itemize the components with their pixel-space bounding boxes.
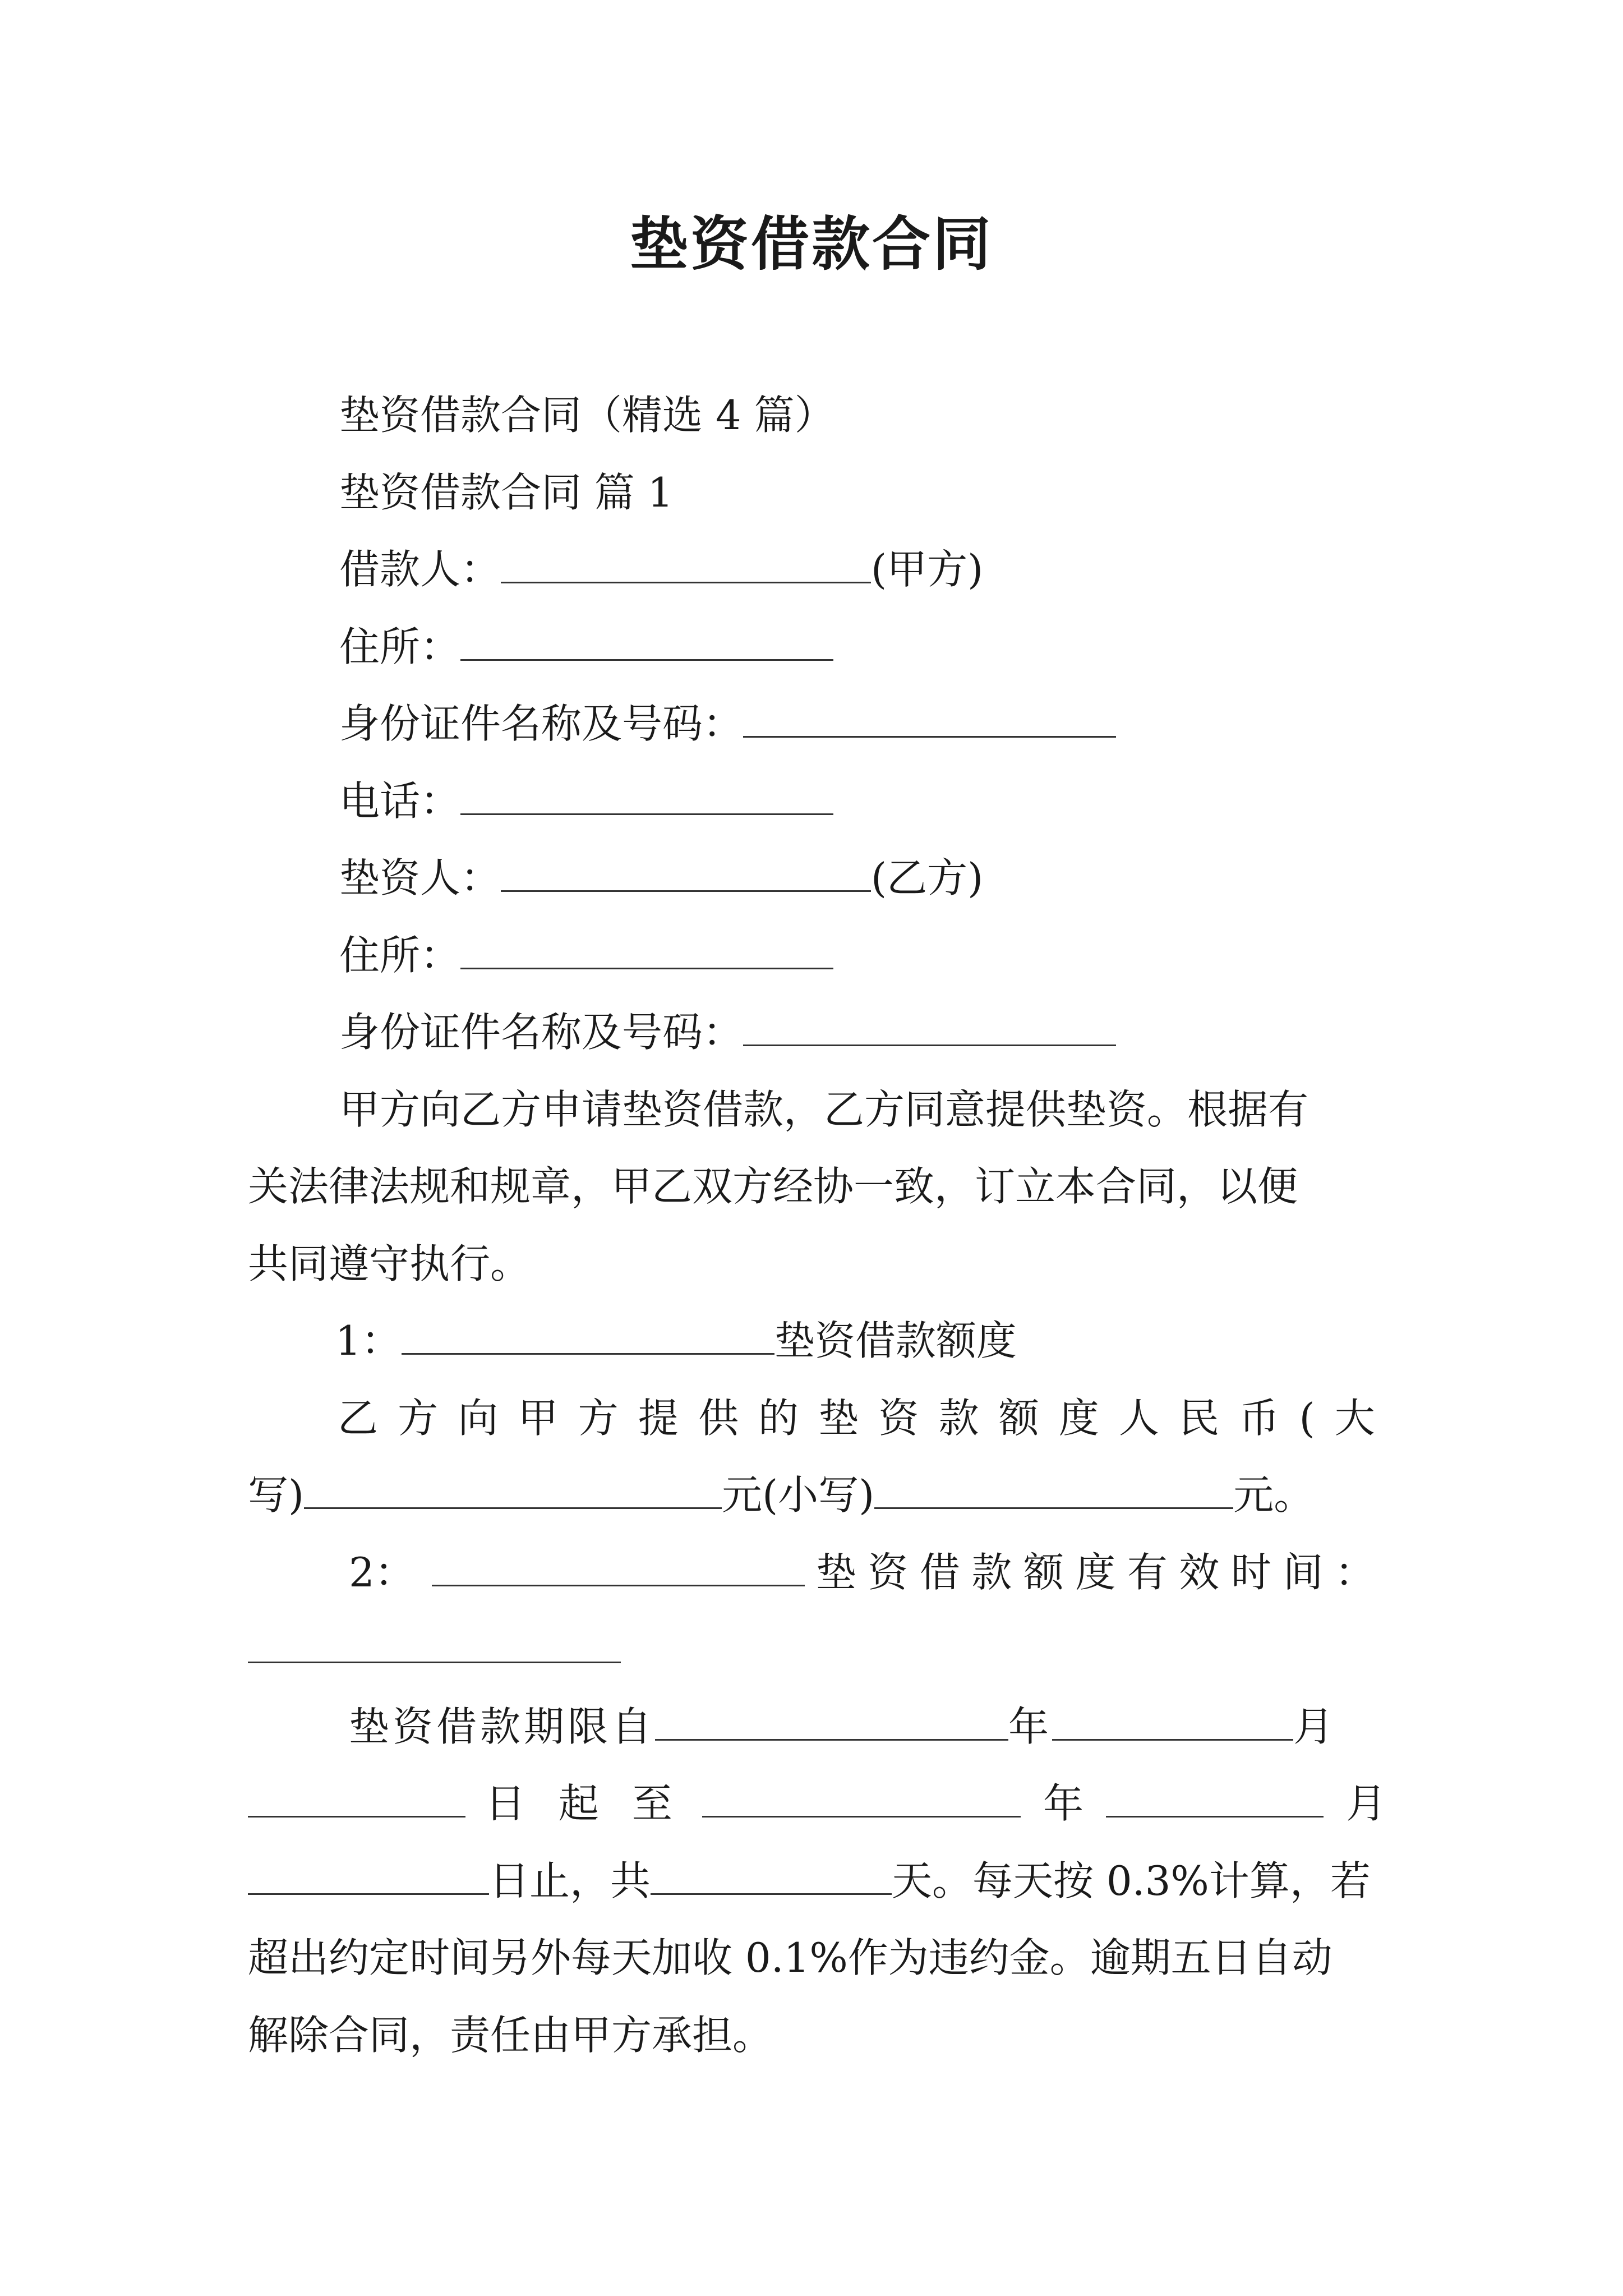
subtitle: 垫资借款合同（精选 4 篇）	[339, 392, 835, 439]
end-month-blank[interactable]	[1106, 1782, 1324, 1818]
intro-line-1: 甲方向乙方申请垫资借款，乙方同意提供垫资。根据有	[339, 1086, 1309, 1133]
section-heading: 垫资借款合同 篇 1	[339, 469, 674, 516]
term-from-to: 日 起 至	[485, 1780, 683, 1827]
term-line-4: 超出约定时间另外每天加收 0.1%作为违约金。逾期五日自动	[248, 1934, 1332, 1981]
phone-line	[339, 773, 833, 829]
advancer-suffix: (乙方)	[871, 854, 984, 901]
char: 度	[1075, 1549, 1116, 1596]
char: 大	[1334, 1395, 1375, 1442]
term-line-1	[349, 1699, 1337, 1755]
address-blank-1[interactable]	[460, 625, 833, 661]
end-day-blank[interactable]	[248, 1860, 489, 1895]
end-year-blank[interactable]	[702, 1782, 1021, 1818]
clause1-heading: 垫资借款额度	[774, 1317, 1017, 1364]
borrower-label: 借款人：	[339, 546, 501, 593]
char: 供	[698, 1395, 739, 1442]
char: 款	[971, 1549, 1012, 1596]
document-title: 垫资借款合同	[629, 209, 993, 278]
clause2-number: 2：	[349, 1549, 415, 1596]
term-line-3	[248, 1853, 1371, 1909]
clause1-xiaoxie-label: 元(小写)	[722, 1471, 875, 1519]
char: 资	[878, 1395, 919, 1442]
start-year-blank[interactable]	[655, 1705, 1008, 1741]
phone-blank[interactable]	[460, 780, 833, 815]
char: 借	[919, 1549, 960, 1596]
char: 效	[1179, 1549, 1220, 1596]
char: 额	[998, 1395, 1039, 1442]
clause1-yuan: 元。	[1233, 1471, 1315, 1519]
char: 资	[868, 1549, 909, 1596]
address-blank-2[interactable]	[460, 934, 833, 969]
term-end-label: 日止，共	[489, 1857, 651, 1904]
char: 时	[1230, 1549, 1271, 1596]
term-rate-text: 天。每天按 0.3%计算，若	[892, 1857, 1371, 1904]
clause1-body-line-1	[248, 1390, 1375, 1446]
address-line-2	[339, 927, 833, 983]
address-label-2: 住所：	[339, 932, 461, 979]
char: 向	[458, 1395, 499, 1442]
char: 度	[1058, 1395, 1099, 1442]
clause1-number: 1：	[335, 1317, 402, 1364]
char: 乙	[338, 1395, 379, 1442]
char: 提	[638, 1395, 679, 1442]
start-day-blank[interactable]	[248, 1782, 465, 1818]
term-start-label: 垫资借款期限自	[349, 1703, 656, 1750]
char: 方	[578, 1395, 619, 1442]
validity-blank[interactable]	[248, 1628, 621, 1663]
clause1-daxie-tail: 写)	[248, 1471, 305, 1519]
address-line-1	[339, 619, 833, 675]
clause1-body-line-2	[248, 1467, 1314, 1523]
char: 的	[758, 1395, 799, 1442]
char: 垫	[815, 1549, 856, 1596]
char: 有	[1127, 1549, 1168, 1596]
clause2-heading	[816, 1544, 1375, 1600]
intro-line-3: 共同遵守执行。	[248, 1240, 531, 1287]
char: 额	[1023, 1549, 1064, 1596]
borrower-blank[interactable]	[501, 548, 871, 583]
char: 垫	[818, 1395, 859, 1442]
char: 人	[1119, 1395, 1160, 1442]
month-label-2: 月	[1345, 1780, 1386, 1827]
char: 间	[1283, 1549, 1324, 1596]
id-label-1: 身份证件名称及号码：	[339, 700, 744, 747]
term-line-2	[248, 1775, 1386, 1832]
char: 民	[1179, 1395, 1220, 1442]
year-label-1: 年	[1008, 1703, 1053, 1750]
borrower-line	[339, 541, 983, 597]
amount-digits-blank[interactable]	[874, 1474, 1233, 1509]
address-label-1: 住所：	[339, 623, 461, 670]
char: ：	[1334, 1549, 1375, 1596]
clause2-blank[interactable]	[432, 1551, 805, 1586]
id-line-2	[339, 1004, 1116, 1060]
advancer-line	[339, 850, 983, 906]
clause2-heading-line	[349, 1544, 1375, 1600]
char: (	[1299, 1395, 1315, 1442]
start-month-blank[interactable]	[1052, 1705, 1293, 1741]
phone-label: 电话：	[339, 777, 461, 825]
char: 方	[398, 1395, 439, 1442]
id-blank-2[interactable]	[743, 1011, 1116, 1046]
char: 币	[1239, 1395, 1280, 1442]
advancer-blank[interactable]	[501, 857, 871, 892]
clause1-heading-line	[335, 1313, 1017, 1369]
month-label-1: 月	[1293, 1703, 1338, 1750]
term-line-5: 解除合同，责任由甲方承担。	[248, 2012, 773, 2059]
intro-line-2: 关法律法规和规章，甲乙双方经协一致，订立本合同，以便	[248, 1163, 1298, 1210]
year-label-2: 年	[1043, 1780, 1084, 1827]
days-blank[interactable]	[651, 1860, 892, 1895]
borrower-suffix: (甲方)	[871, 546, 984, 593]
id-blank-1[interactable]	[743, 702, 1116, 738]
char: 甲	[518, 1395, 559, 1442]
id-line-1	[339, 696, 1116, 752]
validity-blank-line	[248, 1621, 621, 1677]
advancer-label: 垫资人：	[339, 854, 501, 901]
amount-words-blank[interactable]	[304, 1474, 722, 1509]
id-label-2: 身份证件名称及号码：	[339, 1009, 744, 1056]
clause1-blank[interactable]	[402, 1319, 774, 1355]
char: 款	[938, 1395, 979, 1442]
